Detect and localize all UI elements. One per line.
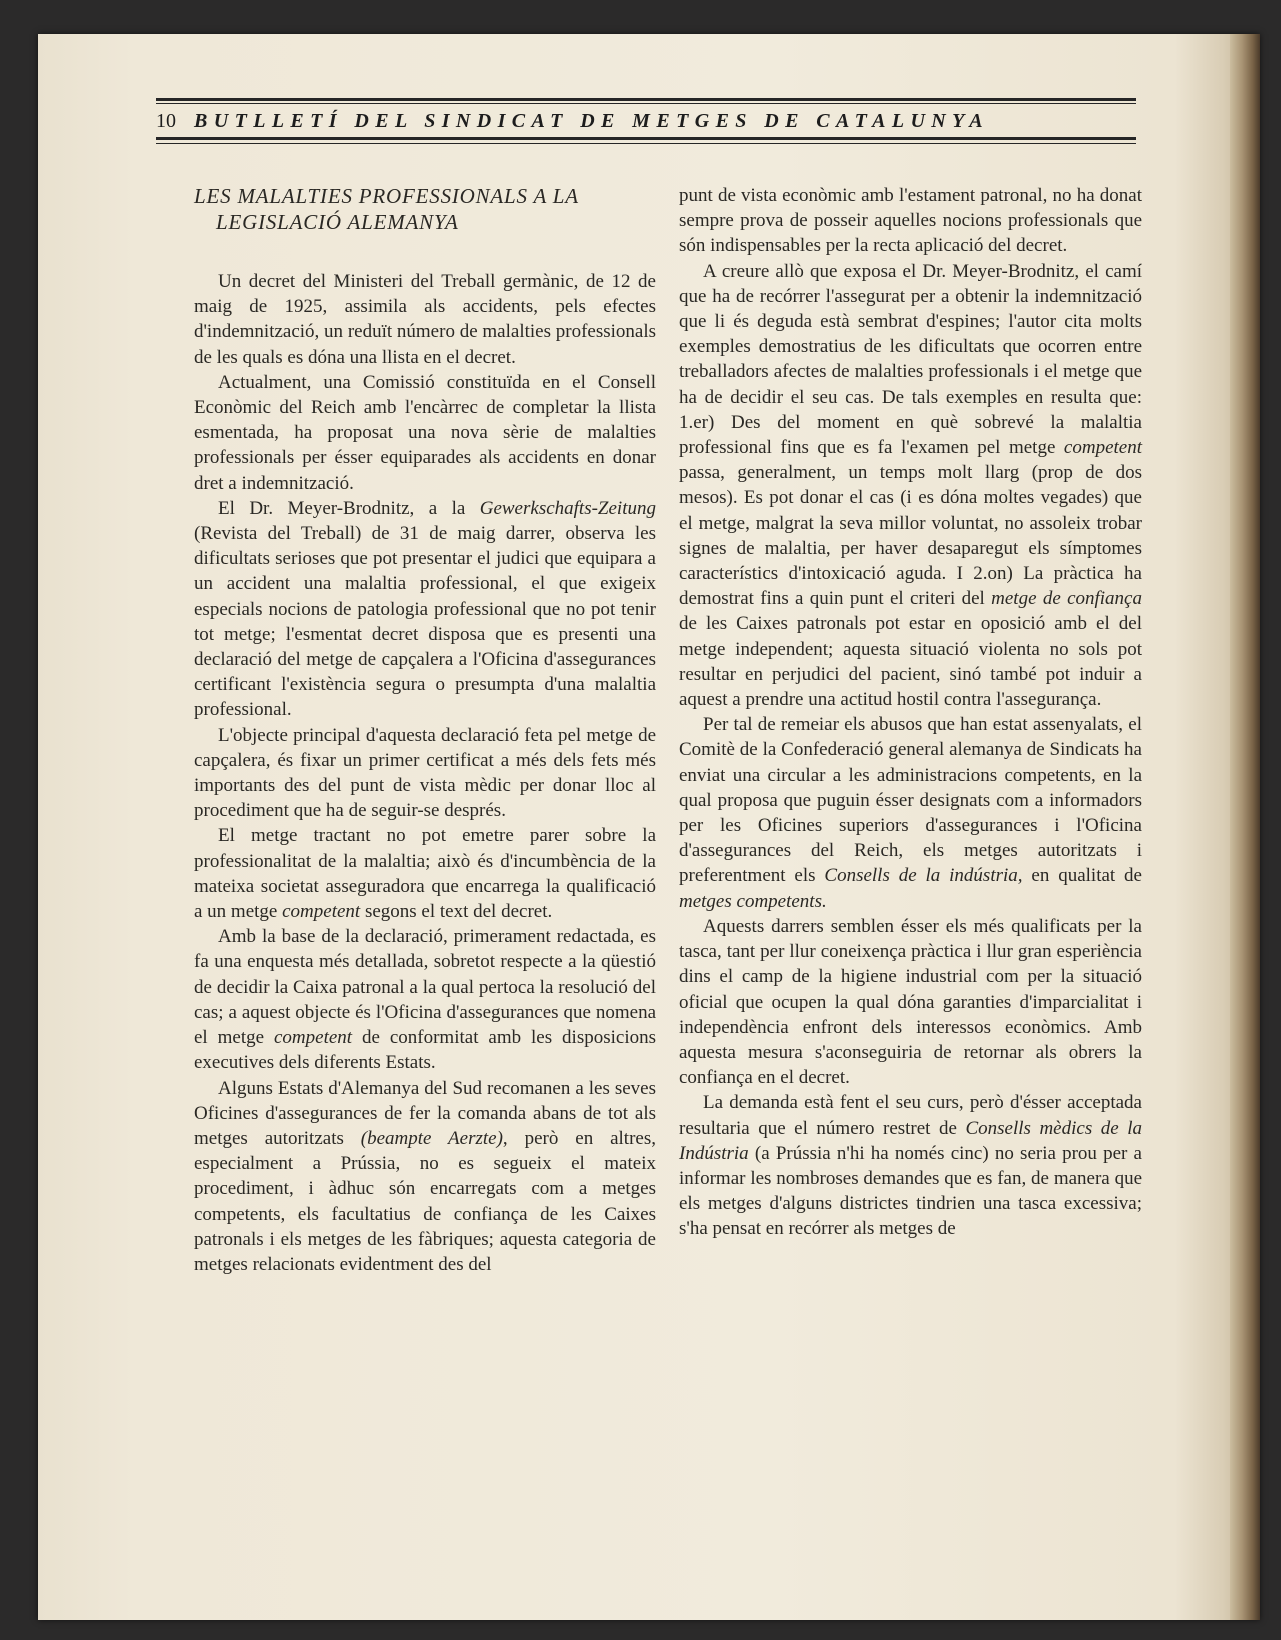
italic-run: Consells de la indústria, bbox=[824, 865, 1023, 887]
text-run: de les Caixes patronals pot estar en oposició amb el del metge independent; aquesta situació violenta no sols pot resultar en perjudici del pacient, sinó també pot induir a aquest a prendre una actitud hostil contra l'assegurança. bbox=[679, 613, 1142, 711]
text-run: passa, generalment, un temps molt llarg (prop de dos mesos). Es pot donar el cas (i es dóna moltes vegades) que el metge, malgrat la seva millor voluntat, no assoleix trobar signes de malaltia, per haver desaparegut els símptomes característics d'intoxicació aguda. I 2.on) La pràctica ha demostrat fins a quin punt el criteri del bbox=[679, 462, 1142, 610]
paragraph bbox=[679, 712, 1142, 914]
paragraph bbox=[679, 1090, 1142, 1241]
italic-run: Gewerkschafts-Zeitung bbox=[479, 497, 656, 519]
text-run: Amb la base de la declaració, primerament redactada, es fa una enquesta més detallada, sobretot respecte a la qüestió de decidir la Caixa patronal a la qual pertoca la resolució del cas; a aquest objecte és l'Oficina d'assegurances que nomena el metge bbox=[194, 926, 656, 1049]
text-run: A creure allò que exposa el Dr. Meyer-Brodnitz, el camí que ha de recórrer l'assegurat per a obtenir la indemnització que li és deguda està sembrat d'espines; l'autor cita molts exemples demostratius de les dificultats que ocorren entre treballadors afectes de malalties professionals i el metge que ha de decidir el seu cas. De tals exemples en resulta que: 1.er) Des del moment en què sobrevé la malaltia professional fins que es fa l'examen pel metge bbox=[679, 260, 1142, 459]
article-title-line-1: LES MALALTIES PROFESSIONALS A LA bbox=[194, 184, 579, 208]
text-run: La demanda està fent el seu curs, però d'ésser acceptada resultaria que el número restret de bbox=[679, 1092, 1142, 1139]
text-run: de conformitat amb les disposicions executives dels diferents Estats. bbox=[194, 1027, 656, 1074]
paragraph: punt de vista econòmic amb l'estament patronal, no ha donat sempre prova de posseir aquelles nocions professionals que són indispensables per la recta aplicació del decret. bbox=[679, 185, 1142, 257]
right-column bbox=[679, 183, 1142, 1242]
page-number: 10 bbox=[156, 109, 176, 132]
article-title-line-2: LEGISLACIÓ ALEMANYA bbox=[216, 210, 459, 234]
paragraph bbox=[679, 259, 1142, 713]
article-title bbox=[194, 183, 656, 235]
text-run: segons el text del decret. bbox=[360, 901, 553, 923]
text-run: , però en altres, especialment a Prússia, no es segueix el mateix procediment, i àdhuc són encarregats com a metges competents, els facultatius de confiança de les Caixes patronals i els metges de les fàbriques; aquesta categoria de metges relacionats evidentment des del bbox=[194, 1127, 656, 1275]
header-rule-bottom bbox=[156, 137, 1136, 140]
italic-run: competent bbox=[1063, 437, 1142, 459]
italic-run: Consells mèdics de la Indústria bbox=[679, 1117, 1142, 1164]
paragraph bbox=[194, 496, 656, 723]
paragraph: Actualment, una Comissió constituïda en el Consell Econòmic del Reich amb l'encàrrec de completar la llista esmentada, ha proposat una nova sèrie de malalties professionals per ésser equiparades als accidents en donar dret a indemnització. bbox=[194, 371, 656, 494]
text-run: Alguns Estats d'Alemanya del Sud recomanen a les seves Oficines d'assegurances de fer la comanda abans de tot als metges autoritzats bbox=[194, 1077, 656, 1149]
header-rule-bottom-thin bbox=[156, 143, 1136, 144]
paragraph bbox=[194, 823, 656, 924]
header-rule-top bbox=[156, 98, 1136, 101]
header-line bbox=[156, 108, 1136, 134]
text-run: (a Prússia n'hi ha només cinc) no seria prou per a informar les nombroses demandes que es fan, de manera que els metges d'alguns districtes tindrien una tasca excessiva; s'ha pensat en recórrer als metges de bbox=[679, 1142, 1142, 1240]
paragraph: Un decret del Ministeri del Treball germànic, de 12 de maig de 1925, assimila als accidents, pels efectes d'indemnització, un reduït número de malalties professionals de les quals es dóna una llista en el decret. bbox=[194, 271, 656, 368]
paragraph bbox=[194, 924, 656, 1075]
left-column bbox=[194, 183, 656, 1277]
text-run: Per tal de remeiar els abusos que han estat assenyalats, el Comitè de la Confederació general alemanya de Sindicats ha enviat una circular a les administracions competents, en la qual proposa que puguin ésser designats com a informadors per les Oficines superiors d'assegurances i l'Oficina d'assegurances del Reich, els metges autoritzats i preferentment els bbox=[679, 714, 1142, 887]
text-run: en qualitat de bbox=[1022, 865, 1142, 887]
paragraph bbox=[194, 1076, 656, 1278]
italic-run: metge de confiança bbox=[991, 588, 1142, 610]
journal-title: BUTLLETÍ DEL SINDICAT DE METGES DE CATALUNYA bbox=[194, 109, 990, 132]
italic-run: competent bbox=[282, 901, 361, 923]
italic-run: (beampte Aerzte) bbox=[360, 1127, 503, 1149]
text-run: (Revista del Treball) de 31 de maig darrer, observa les dificultats serioses que pot presentar el judici que equipara a un accident una malaltia professional, el que exigeix especials nocions de patologia professional que no pot tenir tot metge; l'esmentat decret disposa que es presenti una declaració del metge de capçalera a l'Oficina d'assegurances certificant l'existència segura o presumpta d'una malaltia professional. bbox=[194, 523, 656, 721]
paragraph: L'objecte principal d'aquesta declaració feta pel metge de capçalera, és fixar un primer certificat a més dels fets més importants des del punt de vista mèdic per donar lloc al procediment que ha de seguir-se després. bbox=[194, 724, 656, 822]
book-spine bbox=[1230, 34, 1260, 1620]
paragraph: Aquests darrers semblen ésser els més qualificats per la tasca, tant per llur coneixença pràctica i llur gran esperiència dins el camp de la higiene industrial com per la situació oficial que ocupen la qual dóna garanties d'imparcialitat i independència enfront dels interessos econòmics. Amb aquesta mesura s'aconseguiria de retornar als obrers la confiança en el decret. bbox=[679, 915, 1142, 1089]
text-run: El metge tractant no pot emetre parer sobre la professionalitat de la malaltia; això és d'incumbència de la mateixa societat asseguradora que encarrega la qualificació a un metge bbox=[194, 825, 656, 923]
header-rule-top-thin bbox=[156, 103, 1136, 104]
text-run: El Dr. Meyer-Brodnitz, a la bbox=[218, 497, 480, 519]
italic-run: metges competents. bbox=[679, 890, 827, 912]
italic-run: competent bbox=[273, 1027, 353, 1049]
